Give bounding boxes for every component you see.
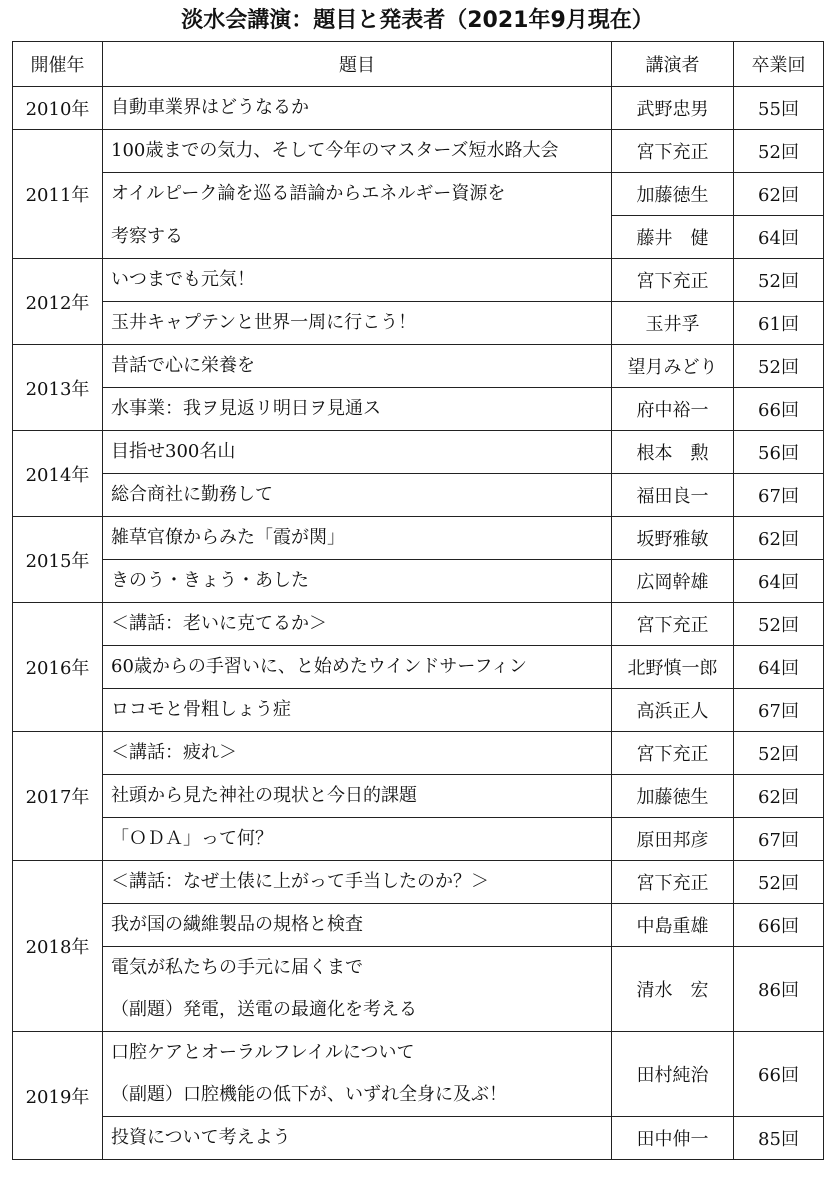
header-year: 開催年 <box>13 42 103 87</box>
year-cell: 2013年 <box>13 345 103 431</box>
class-cell: 52回 <box>734 732 824 775</box>
class-cell: 64回 <box>734 216 824 259</box>
topic-cell <box>103 947 612 1032</box>
class-cell: 52回 <box>734 861 824 904</box>
topic-cell <box>103 646 612 689</box>
speaker-cell: 宮下充正 <box>612 732 734 775</box>
topic-line: 考察する <box>111 225 183 247</box>
topic-cell <box>103 87 612 130</box>
class-cell: 66回 <box>734 904 824 947</box>
year-cell: 2016年 <box>13 603 103 732</box>
table-row <box>13 474 824 517</box>
speaker-cell: 玉井孚 <box>612 302 734 345</box>
table-row <box>13 173 824 216</box>
topic-cell <box>103 732 612 775</box>
table-row <box>13 560 824 603</box>
topic-cell <box>103 474 612 517</box>
speaker-cell: 武野忠男 <box>612 87 734 130</box>
topic-cell <box>103 775 612 818</box>
speaker-cell: 清水 宏 <box>612 947 734 1032</box>
topic-line: 「ＯＤＡ」って何？ <box>111 828 273 849</box>
page-title: 淡水会講演：題目と発表者（2021年9月現在） <box>181 8 654 33</box>
topic-cell <box>103 689 612 732</box>
speaker-cell: 加藤徳生 <box>612 775 734 818</box>
topic-cell <box>103 130 612 173</box>
class-cell: 52回 <box>734 345 824 388</box>
table-row <box>13 1032 824 1117</box>
topic-line: 水事業：我ヲ見返リ明日ヲ見通ス <box>111 398 381 419</box>
class-cell: 85回 <box>734 1117 824 1160</box>
topic-cell <box>103 818 612 861</box>
speaker-cell: 広岡幹雄 <box>612 560 734 603</box>
topic-cell <box>103 345 612 388</box>
speaker-cell: 藤井 健 <box>612 216 734 259</box>
topic-line: 社頭から見た神社の現状と今日的課題 <box>111 785 417 806</box>
speaker-cell: 北野慎一郎 <box>612 646 734 689</box>
topic-cell <box>103 560 612 603</box>
topic-cell <box>103 173 612 216</box>
class-cell: 67回 <box>734 818 824 861</box>
table-row <box>13 130 824 173</box>
topic-line: ＜講話：疲れ＞ <box>111 742 237 763</box>
year-cell: 2019年 <box>13 1032 103 1160</box>
table-row <box>13 302 824 345</box>
speaker-cell: 中島重雄 <box>612 904 734 947</box>
table-row <box>13 818 824 861</box>
topic-line: 雑草官僚からみた「霞が関」 <box>111 527 345 548</box>
topic-cell <box>103 388 612 431</box>
speaker-cell: 望月みどり <box>612 345 734 388</box>
table-row <box>13 216 824 259</box>
class-cell: 52回 <box>734 130 824 173</box>
topic-subtitle-line: （副題）口腔機能の低下が、いずれ全身に及ぶ！ <box>111 1084 507 1105</box>
topic-line: ＜講話：なぜ土俵に上がって手当したのか？＞ <box>111 871 489 892</box>
year-cell: 2010年 <box>13 87 103 130</box>
topic-cell <box>103 603 612 646</box>
topic-line: ＜講話：老いに克てるか＞ <box>111 613 327 634</box>
table-row <box>13 732 824 775</box>
table-row <box>13 603 824 646</box>
topic-cell <box>103 431 612 474</box>
class-cell: 61回 <box>734 302 824 345</box>
year-cell: 2014年 <box>13 431 103 517</box>
topic-line: 昔話で心に栄養を <box>111 355 255 376</box>
class-cell: 66回 <box>734 388 824 431</box>
class-cell: 62回 <box>734 173 824 216</box>
speaker-cell: 高浜正人 <box>612 689 734 732</box>
year-cell: 2017年 <box>13 732 103 861</box>
topic-cell <box>103 904 612 947</box>
speaker-cell: 根本 勲 <box>612 431 734 474</box>
topic-line: 玉井キャプテンと世界一周に行こう！ <box>111 312 417 333</box>
class-cell: 67回 <box>734 474 824 517</box>
year-cell: 2012年 <box>13 259 103 345</box>
year-cell: 2015年 <box>13 517 103 603</box>
speaker-cell: 宮下充正 <box>612 603 734 646</box>
header-topic: 題目 <box>103 42 612 87</box>
header-row <box>13 42 824 87</box>
table-row <box>13 388 824 431</box>
table-row <box>13 259 824 302</box>
class-cell: 64回 <box>734 646 824 689</box>
topic-line: 100歳までの気力、そして今年のマスターズ短水路大会 <box>111 140 559 161</box>
class-cell: 55回 <box>734 87 824 130</box>
table-row <box>13 87 824 130</box>
class-cell: 62回 <box>734 775 824 818</box>
topic-cell <box>103 259 612 302</box>
table-row <box>13 861 824 904</box>
table-row <box>13 775 824 818</box>
class-cell: 86回 <box>734 947 824 1032</box>
speaker-cell: 加藤徳生 <box>612 173 734 216</box>
speaker-cell: 宮下充正 <box>612 861 734 904</box>
topic-line: 目指せ300名山 <box>111 441 236 462</box>
table-row <box>13 947 824 1032</box>
speaker-cell: 府中裕一 <box>612 388 734 431</box>
speaker-cell: 福田良一 <box>612 474 734 517</box>
header-speaker: 講演者 <box>612 42 734 87</box>
topic-line: オイルピーク論を巡る語論からエネルギー資源を <box>111 183 506 205</box>
speaker-cell: 坂野雅敏 <box>612 517 734 560</box>
topic-cell <box>103 1117 612 1160</box>
table-row <box>13 904 824 947</box>
class-cell: 56回 <box>734 431 824 474</box>
speaker-cell: 原田邦彦 <box>612 818 734 861</box>
class-cell: 67回 <box>734 689 824 732</box>
speaker-cell: 田中伸一 <box>612 1117 734 1160</box>
table-row <box>13 646 824 689</box>
topic-line: 投資について考えよう <box>111 1127 291 1148</box>
topic-line: 我が国の繊維製品の規格と検査 <box>111 914 363 935</box>
topic-line: 60歳からの手習いに、と始めたウインドサーフィン <box>111 656 528 677</box>
table-row <box>13 517 824 560</box>
year-cell: 2018年 <box>13 861 103 1032</box>
topic-cell <box>103 1032 612 1117</box>
speaker-cell: 田村純治 <box>612 1032 734 1117</box>
class-cell: 64回 <box>734 560 824 603</box>
table-row <box>13 431 824 474</box>
topic-line: きのう・きょう・あした <box>111 570 309 591</box>
table-row <box>13 689 824 732</box>
class-cell: 52回 <box>734 259 824 302</box>
class-cell: 62回 <box>734 517 824 560</box>
topic-line: いつまでも元気！ <box>111 269 255 290</box>
topic-cell <box>103 517 612 560</box>
topic-subtitle-line: （副題）発電，送電の最適化を考える <box>111 999 417 1020</box>
topic-line: ロコモと骨粗しょう症 <box>111 699 291 720</box>
topic-line: 自動車業界はどうなるか <box>111 97 309 118</box>
topic-line: 口腔ケアとオーラルフレイルについて <box>111 1042 415 1063</box>
speaker-cell: 宮下充正 <box>612 259 734 302</box>
topic-cell <box>103 216 612 259</box>
class-cell: 52回 <box>734 603 824 646</box>
table-row <box>13 1117 824 1160</box>
lecture-table <box>12 41 824 1160</box>
speaker-cell: 宮下充正 <box>612 130 734 173</box>
topic-line: 電気が私たちの手元に届くまで <box>111 957 363 978</box>
topic-cell <box>103 861 612 904</box>
year-cell: 2011年 <box>13 130 103 259</box>
table-row <box>13 345 824 388</box>
class-cell: 66回 <box>734 1032 824 1117</box>
topic-line: 総合商社に勤務して <box>111 484 273 505</box>
header-class: 卒業回 <box>734 42 824 87</box>
topic-cell <box>103 302 612 345</box>
